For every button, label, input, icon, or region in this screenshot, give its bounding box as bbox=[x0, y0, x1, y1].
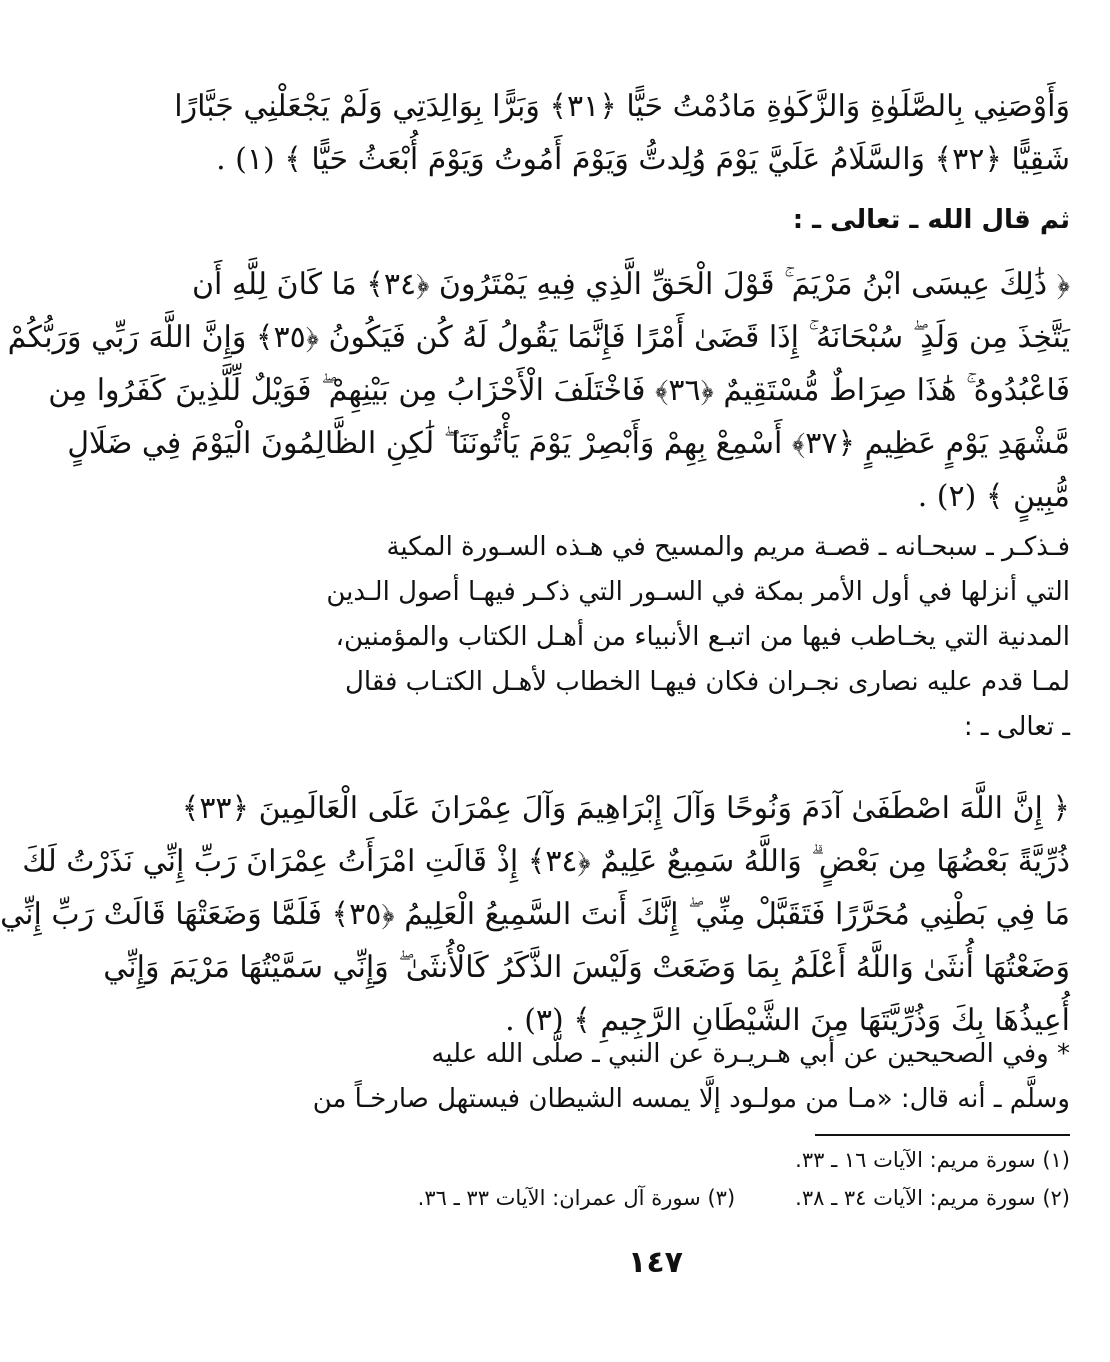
prose-line: فـذكـر ـ سبحـانه ـ قصـة مريم والمسيح في هـذه السـورة المكية bbox=[386, 532, 1070, 562]
page-number: ١٤٧ bbox=[628, 1245, 683, 1280]
footnote-1: (١) سورة مريم: الآيات ١٦ ـ ٣٣. bbox=[795, 1148, 1070, 1172]
quran-line: يَتَّخِذَ مِن وَلَدٍ ۖ سُبْحَانَهُ ۚ إِذَا قَضَىٰ أَمْرًا فَإِنَّمَا يَقُولُ لَهُ كُن فَيَكُونُ ﴿٣٥﴾ وَإِنَّ اللَّهَ رَبِّي وَرَبُّكُمْ bbox=[7, 320, 1070, 355]
quran-passage-maryam-34-38 bbox=[7, 258, 1070, 523]
hadith-paragraph bbox=[240, 1032, 1070, 1122]
prose-line: لمـا قدم عليه نصارى نجـران فكان فيهـا الخطاب لأهـل الكتـاب فقال bbox=[345, 667, 1070, 697]
prose-line: ـ تعالى ـ : bbox=[963, 712, 1070, 742]
quran-line: وَأَوْصَنِي بِالصَّلَوٰةِ وَالزَّكَوٰةِ مَادُمْتُ حَيًّا ﴿٣١﴾ وَبَرًّا بِوَالِدَتِي وَلَمْ يَجْعَلْنِي جَبَّارًا bbox=[174, 89, 1070, 124]
prose-line: التي أنزلها في أول الأمر بمكة في السـور التي ذكـر فيهـا أصول الـدين bbox=[326, 577, 1070, 607]
footnote-row-2 bbox=[240, 1180, 1070, 1216]
quran-line: وَضَعْتُهَا أُنثَىٰ وَاللَّهُ أَعْلَمُ بِمَا وَضَعَتْ وَلَيْسَ الذَّكَرُ كَالْأُنثَىٰ ۖ وَإِنِّي سَمَّيْتُهَا مَرْيَمَ وَإِنِّي bbox=[103, 950, 1070, 985]
quran-passage-maryam-31-33 bbox=[174, 80, 1070, 186]
footnote-row-1 bbox=[240, 1142, 1070, 1178]
footnote-3: (٣) سورة آل عمران: الآيات ٣٣ ـ ٣٦. bbox=[417, 1186, 736, 1210]
quran-passage-al-imran-33-36 bbox=[0, 782, 1070, 1047]
quran-line: أُعِيذُهَا بِكَ وَذُرِّيَّتَهَا مِنَ الشَّيْطَانِ الرَّجِيمِ ﴾ (٣) . bbox=[505, 1003, 1070, 1038]
intro-heading: ثم قال الله ـ تعالى ـ : bbox=[792, 205, 1070, 235]
prose-line: * وفي الصحيحين عن أبي هـريـرة عن النبي ـ صلَّى الله عليه bbox=[431, 1039, 1070, 1069]
quran-line: شَقِيًّا ﴿٣٢﴾ وَالسَّلَامُ عَلَيَّ يَوْمَ وُلِدتُّ وَيَوْمَ أَمُوتُ وَيَوْمَ أُبْعَثُ حَيًّا ﴾ (١) . bbox=[216, 142, 1070, 177]
body-paragraph bbox=[240, 525, 1070, 750]
quran-line: ذُرِّيَّةً بَعْضُهَا مِن بَعْضٍ ۗ وَاللَّهُ سَمِيعٌ عَلِيمٌ ﴿٣٤﴾ إِذْ قَالَتِ امْرَأَتُ عِمْرَانَ رَبِّ إِنِّي نَذَرْتُ لَكَ bbox=[22, 844, 1070, 879]
quran-line: ﴿ إِنَّ اللَّهَ اصْطَفَىٰ آدَمَ وَنُوحًا وَآلَ إِبْرَاهِيمَ وَآلَ عِمْرَانَ عَلَى الْعَالَمِينَ ﴿٣٣﴾ bbox=[181, 791, 1070, 826]
footnote-separator bbox=[815, 1134, 1070, 1136]
quran-line: ﴿ ذَٰلِكَ عِيسَى ابْنُ مَرْيَمَ ۚ قَوْلَ الْحَقِّ الَّذِي فِيهِ يَمْتَرُونَ ﴿٣٤﴾ مَا كَانَ لِلَّهِ أَن bbox=[191, 267, 1070, 302]
quran-line: فَاعْبُدُوهُ ۚ هَٰذَا صِرَاطٌ مُّسْتَقِيمٌ ﴿٣٦﴾ فَاخْتَلَفَ الْأَحْزَابُ مِن بَيْنِهِمْ ۖ فَوَيْلٌ لِّلَّذِينَ كَفَرُوا مِن bbox=[48, 373, 1070, 408]
prose-line: المدنية التي يخـاطب فيها من اتبـع الأنبياء من أهـل الكتاب والمؤمنين، bbox=[335, 622, 1070, 652]
quran-line: مَّشْهَدِ يَوْمٍ عَظِيمٍ ﴿٣٧﴾ أَسْمِعْ بِهِمْ وَأَبْصِرْ يَوْمَ يَأْتُونَنَا ۖ لَٰكِنِ الظَّالِمُونَ الْيَوْمَ فِي ضَلَالٍ bbox=[67, 426, 1070, 461]
quran-line: مُّبِينٍ ﴾ (٢) . bbox=[917, 479, 1070, 514]
prose-line: وسلَّم ـ أنه قال: «مـا من مولـود إلَّا يمسه الشيطان فيستهل صارخـاً من bbox=[312, 1084, 1070, 1114]
quran-line: مَا فِي بَطْنِي مُحَرَّرًا فَتَقَبَّلْ مِنِّي ۖ إِنَّكَ أَنتَ السَّمِيعُ الْعَلِيمُ ﴿٣٥﴾ فَلَمَّا وَضَعَتْهَا قَالَتْ رَبِّ إِنِّي bbox=[0, 897, 1070, 932]
footnote-2: (٢) سورة مريم: الآيات ٣٤ ـ ٣٨. bbox=[795, 1186, 1070, 1210]
